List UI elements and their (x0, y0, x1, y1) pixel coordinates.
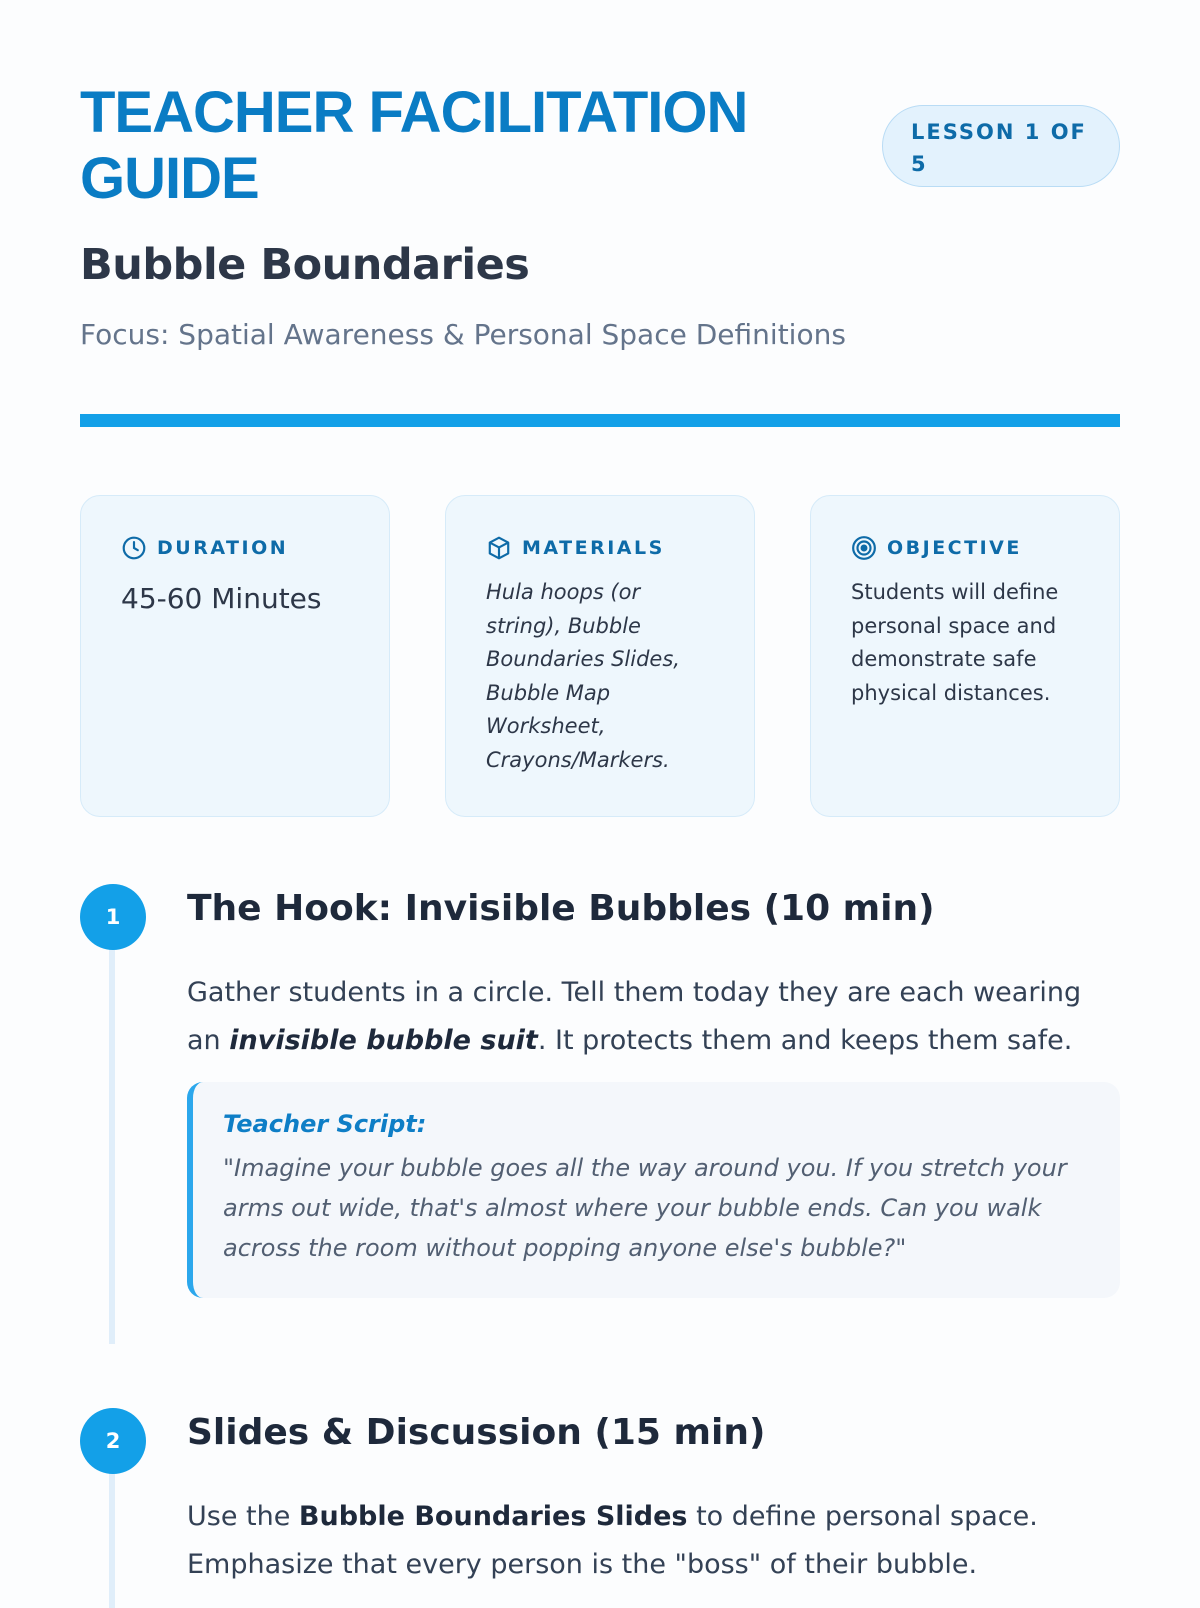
duration-card (80, 495, 390, 817)
step-number: 1 (80, 884, 146, 950)
step-emphasis: Bubble Boundaries Slides (298, 1501, 688, 1532)
teacher-script-box (187, 1082, 1120, 1298)
target-icon (851, 535, 877, 561)
facilitation-guide-page (80, 0, 1120, 1580)
objective-card (810, 495, 1120, 817)
step-emphasis: invisible bubble suit (229, 1025, 538, 1056)
lesson-title: Bubble Boundaries (80, 240, 530, 290)
lesson-focus: Focus: Spatial Awareness & Personal Space Definitions (80, 318, 846, 351)
timeline-line (109, 944, 115, 1344)
box-icon (486, 535, 512, 561)
step-title: The Hook: Invisible Bubbles (10 min) (187, 888, 935, 929)
duration-label: DURATION (157, 537, 289, 559)
teacher-script-text: "Imagine your bubble goes all the way around you. If you stretch your arms out wide, that's almost where your bubble ends. Can you walk across the room without popping anyone else's bubble?" (223, 1154, 1067, 1262)
teacher-script-label: Teacher Script: (223, 1110, 427, 1138)
lesson-badge: LESSON 1 OF 5 (882, 105, 1120, 187)
step-description: Use the Bubble Boundaries Slides to define personal space. Emphasize that every person is the "boss" of their bubble. (187, 1501, 1038, 1580)
timeline-line (109, 1468, 115, 1608)
duration-value: 45-60 Minutes (121, 582, 322, 615)
lesson-step (80, 1408, 1120, 1600)
step-number: 2 (80, 1408, 146, 1474)
materials-label: MATERIALS (522, 537, 665, 559)
guide-header (80, 0, 1120, 420)
objective-value: Students will define personal space and demonstrate safe physical distances. (851, 580, 1059, 705)
clock-icon (121, 535, 147, 561)
step-title: Slides & Discussion (15 min) (187, 1412, 766, 1453)
materials-value: Hula hoops (or string), Bubble Boundaries Slides, Bubble Map Worksheet, Crayons/Markers. (486, 580, 680, 772)
lesson-info-cards (80, 495, 1120, 817)
objective-label: OBJECTIVE (887, 537, 1022, 559)
lesson-step (80, 884, 1120, 1344)
guide-title: TEACHER FACILITATION GUIDE (80, 80, 748, 211)
header-divider (80, 414, 1120, 427)
step-description: Gather students in a circle. Tell them today they are each wearing an invisible bubble suit. It protects them and keeps them safe. (187, 977, 1082, 1056)
materials-card (445, 495, 755, 817)
